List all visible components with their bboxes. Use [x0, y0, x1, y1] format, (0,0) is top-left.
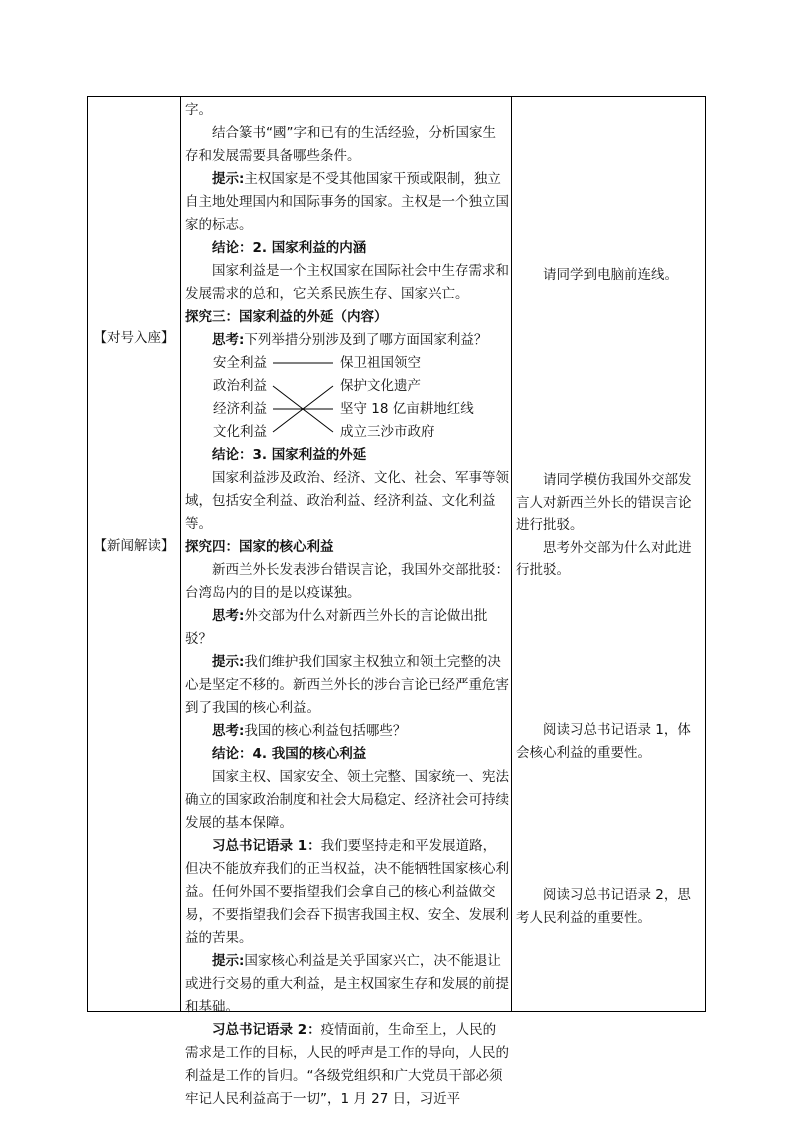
hint-label: 提示: [212, 953, 245, 969]
matching-lines [271, 352, 341, 444]
question-3 [185, 720, 509, 743]
label-duihao-ruzuo: 【对号入座】 [93, 330, 175, 346]
text-core-interests: 国家主权、国家安全、领土完整、国家统一、宪法确立的国家政治制度和社会大局稳定、经济社会可持续发展的基本保障。 [185, 769, 509, 831]
text-news: 新西兰外长发表涉台错误言论，我国外交部批驳：台湾岛内的目的是以疫谋独。 [185, 562, 509, 601]
conclusion-3 [185, 444, 509, 467]
activity-3 [516, 719, 702, 764]
quote-label: 习总书记语录 2： [212, 1022, 321, 1038]
text-seal-script-question: 结合篆书“國”字和已有的生活经验，分析国家生存和发展需要具备哪些条件。 [185, 125, 496, 164]
hint-label: 提示: [212, 654, 245, 670]
match-right-item[interactable]: 成立三沙市政府 [340, 424, 435, 440]
activity-text: 请同学模仿我国外交部发言人对新西兰外长的错误言论进行批驳。 [516, 472, 692, 533]
match-left-item[interactable]: 安全利益 [213, 355, 267, 371]
quote-text: 疫情面前，生命至上，人民的需求是工作的目标，人民的呼声是工作的导向，人民的利益是工作的旨归。“各级党组织和广大党员干部必须牢记人民利益高于一切”，1 月 27 日，习近平 [185, 1022, 509, 1107]
hint-text: 国家核心利益是关乎国家兴亡，决不能退让或进行交易的重大利益，是主权国家生存和发展的前提和基础。 [185, 953, 509, 1015]
question-1 [185, 329, 509, 352]
question-label: 思考: [212, 608, 245, 624]
match-left-item[interactable]: 经济利益 [213, 401, 267, 417]
conclusion-title: 4. 我国的核心利益 [252, 746, 367, 762]
text-interest-scope: 国家利益涉及政治、经济、文化、社会、军事等领域，包括安全利益、政治利益、经济利益、文化利益等。 [185, 470, 509, 532]
quote-1 [185, 835, 509, 950]
activity-text: 请同学到电脑前连线。 [543, 267, 678, 283]
label-xinwen-jiedu: 【新闻解读】 [93, 538, 175, 554]
text-national-interest: 国家利益是一个主权国家在国际社会中生存需求和发展需求的总和，它关系民族生存、国家兴亡。 [185, 263, 509, 302]
match-right-item[interactable]: 保护文化遗产 [340, 378, 421, 394]
question-label: 思考: [212, 332, 245, 348]
question-text: 我国的核心利益包括哪些？ [244, 723, 407, 739]
activity-2 [516, 469, 702, 582]
conclusion-label: 结论： [212, 447, 253, 463]
column-divider-left [180, 97, 181, 1011]
quote-text: 我们要坚持走和平发展道路，但决不能放弃我们的正当权益，决不能牺牲国家核心利益。任何外国不要指望我们会拿自己的核心利益做交易，不要指望我们会吞下损害我国主权、安全、发展利益的苦果。 [185, 838, 509, 946]
hint-2 [185, 651, 509, 720]
heading-explore-4: 探究四：国家的核心利益 [185, 539, 334, 555]
lesson-table [87, 96, 706, 1107]
activity-text: 阅读习总书记语录 1，体会核心利益的重要性。 [516, 722, 691, 761]
activity-text: 阅读习总书记语录 2，思考人民利益的重要性。 [516, 887, 691, 926]
hint-label: 提示: [212, 171, 245, 187]
conclusion-title: 3. 国家利益的外延 [252, 447, 367, 463]
activity-1 [516, 264, 702, 287]
activity-text: 思考外交部为什么对此进行批驳。 [516, 539, 692, 578]
activity-4 [516, 884, 702, 929]
conclusion-4 [185, 743, 509, 766]
question-text: 下列举措分别涉及到了哪方面国家利益？ [244, 332, 488, 348]
question-2 [185, 605, 509, 651]
match-left-item[interactable]: 政治利益 [213, 378, 267, 394]
matching-exercise[interactable] [213, 352, 509, 444]
hint-text: 我们维护我们国家主权独立和领土完整的决心是坚定不移的。新西兰外长的涉台言论已经严重危害到了我国的核心利益。 [185, 654, 509, 716]
hint-3 [185, 950, 509, 1019]
conclusion-2 [185, 237, 509, 260]
teaching-content [185, 99, 509, 1111]
conclusion-title: 2. 国家利益的内涵 [252, 240, 367, 256]
quote-2 [185, 1019, 509, 1111]
hint-text: 主权国家是不受其他国家干预或限制，独立自主地处理国内和国际事务的国家。主权是一个独立国家的标志。 [185, 171, 509, 233]
match-right-item[interactable]: 保卫祖国领空 [340, 355, 421, 371]
match-left-item[interactable]: 文化利益 [213, 424, 267, 440]
hint-sovereignty [185, 168, 509, 237]
match-right-item[interactable]: 坚守 18 亿亩耕地红线 [340, 401, 474, 417]
heading-explore-3: 探究三：国家利益的外延（内容） [185, 309, 388, 325]
quote-label: 习总书记语录 1： [212, 838, 321, 854]
conclusion-label: 结论： [212, 746, 253, 762]
column-divider-right [511, 97, 512, 1011]
text-continuation: 字。 [185, 102, 212, 118]
conclusion-label: 结论： [212, 240, 253, 256]
question-label: 思考: [212, 723, 245, 739]
question-text: 外交部为什么对新西兰外长的言论做出批驳？ [185, 608, 488, 647]
